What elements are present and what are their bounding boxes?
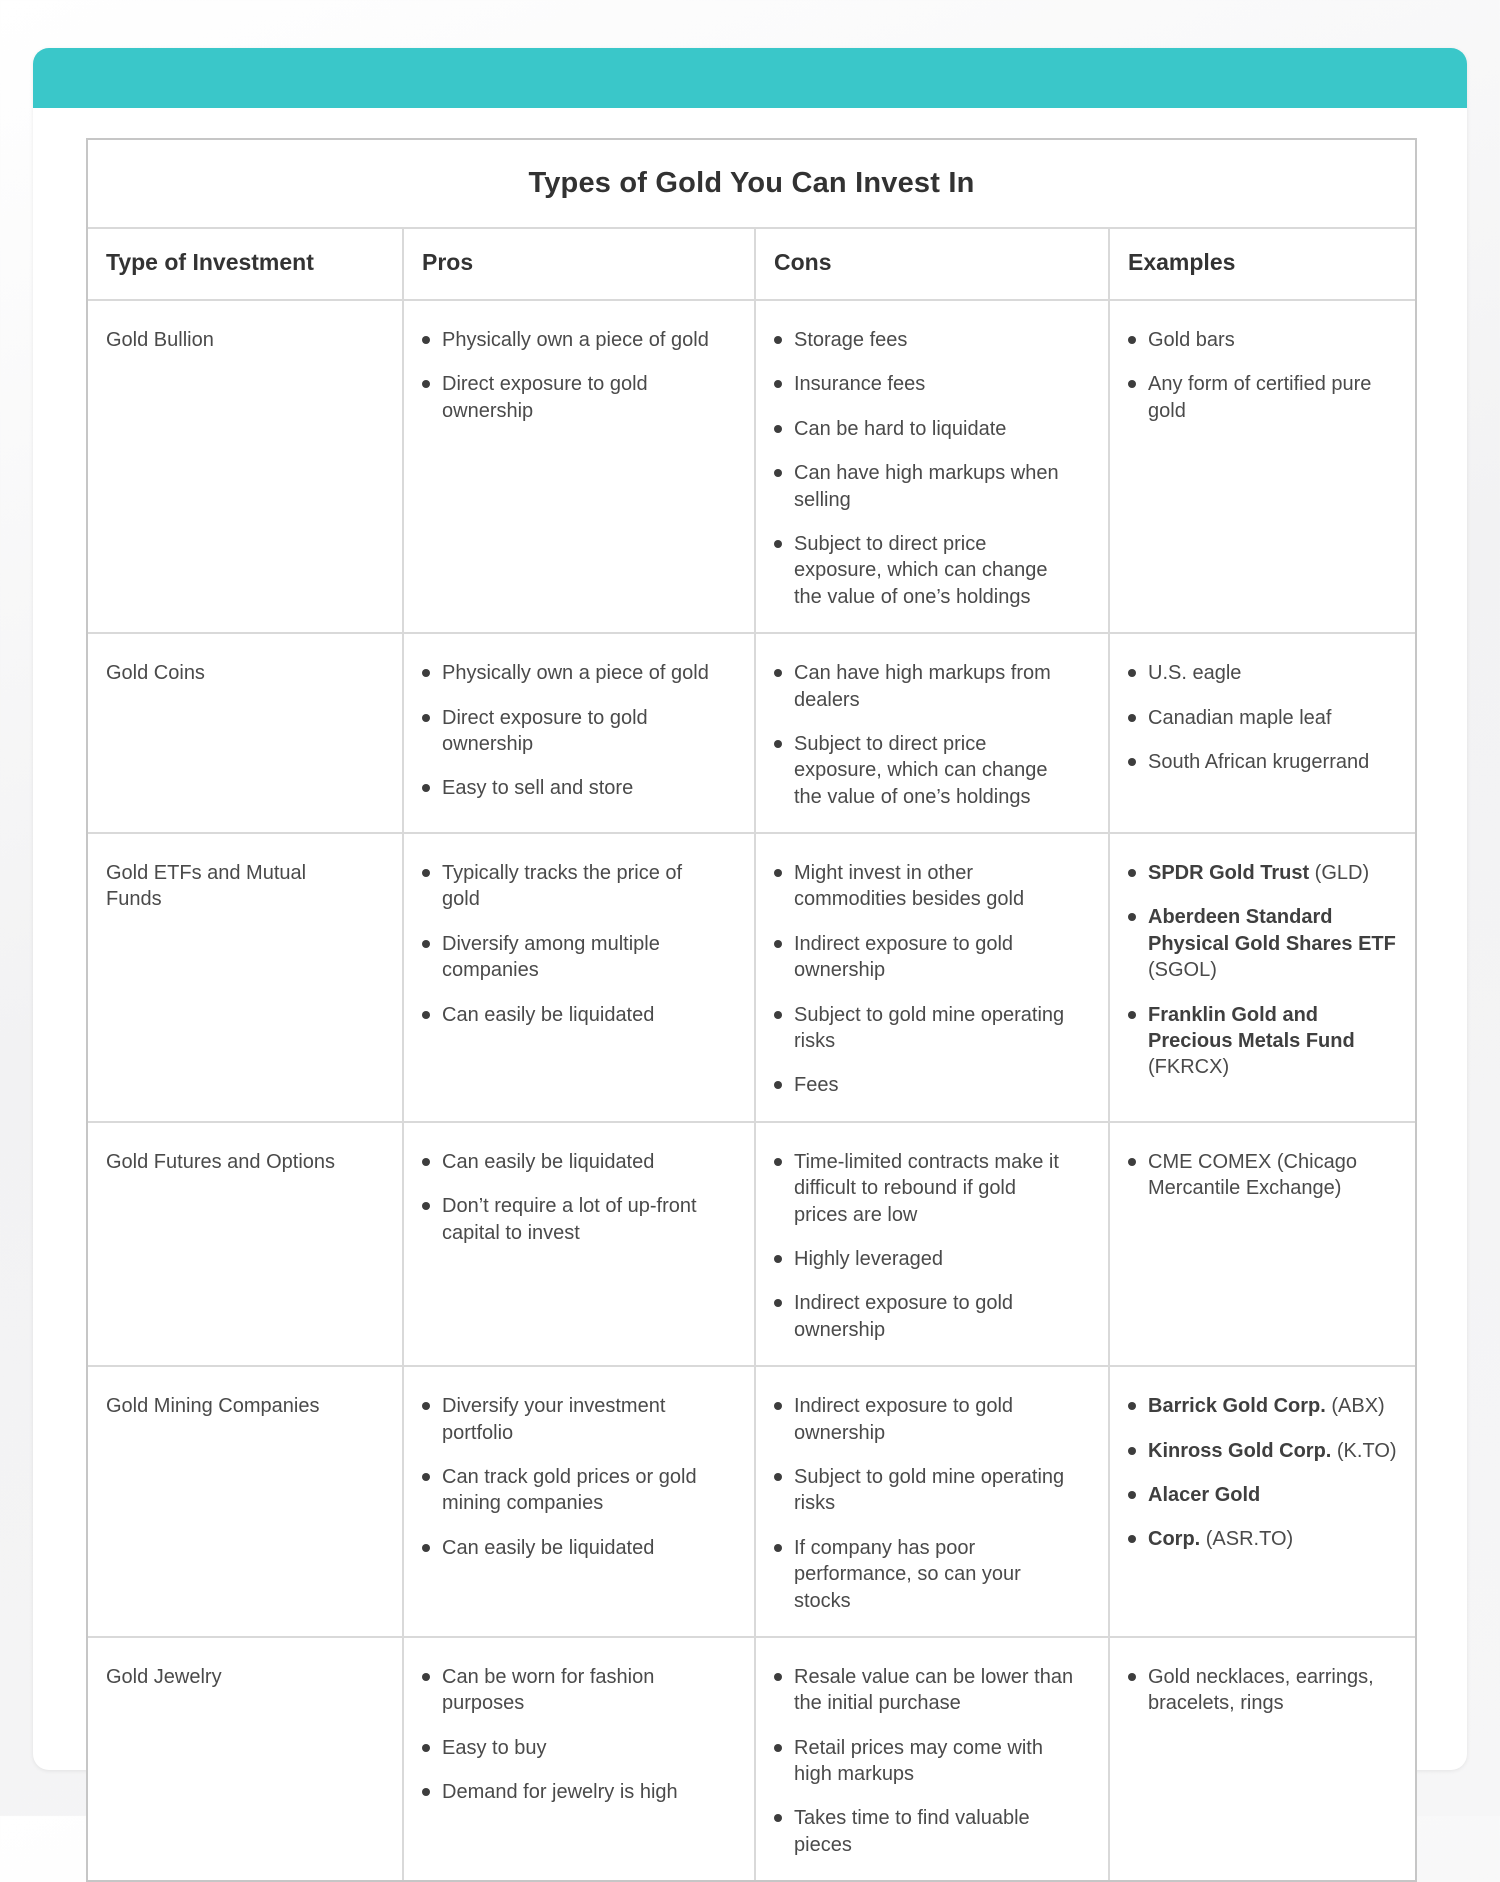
column-header-examples: Examples <box>1108 229 1415 299</box>
accent-header-bar <box>33 48 1467 108</box>
bullet-item <box>774 1002 1074 1055</box>
bullet-item <box>774 1805 1074 1858</box>
column-header-type: Type of Investment <box>106 249 314 275</box>
bullet-text <box>794 1246 943 1272</box>
text-segment: Direct exposure to gold ownership <box>442 373 648 422</box>
bullet-icon <box>1128 1011 1136 1019</box>
bullet-item <box>774 371 1074 397</box>
bullet-item <box>422 1535 712 1561</box>
bullet-icon <box>422 336 430 344</box>
table-header-row <box>88 227 1415 299</box>
bullet-icon <box>422 1158 430 1166</box>
text-segment: Diversify among multiple companies <box>442 932 660 982</box>
bullet-item <box>774 531 1074 610</box>
bullet-text <box>442 860 712 913</box>
bullet-text <box>442 705 712 758</box>
gold-investment-table <box>86 138 1417 1882</box>
bullet-text <box>442 1393 712 1446</box>
text-segment: Can easily be liquidated <box>442 1536 655 1559</box>
bullet-item <box>422 1779 712 1805</box>
bullet-item <box>774 1735 1074 1788</box>
bullet-icon <box>774 1744 782 1752</box>
bullet-item <box>1128 1002 1397 1081</box>
text-segment: Fees <box>794 1074 839 1097</box>
bold-text-segment: Aberdeen Standard Physical Gold Shares ETF <box>1148 906 1396 955</box>
bullet-item <box>1128 371 1397 424</box>
bullet-icon <box>1128 669 1136 677</box>
text-segment: Easy to buy <box>442 1736 547 1759</box>
bullet-icon <box>422 1011 430 1019</box>
bullet-icon <box>774 1473 782 1481</box>
bullet-icon <box>774 380 782 388</box>
bullet-text <box>794 660 1074 713</box>
bullet-text <box>794 931 1074 984</box>
text-segment: Can easily be liquidated <box>442 1003 655 1026</box>
bullet-text <box>442 1535 654 1561</box>
bullet-text <box>1148 904 1397 983</box>
text-segment: Physically own a piece of gold <box>442 662 709 685</box>
bullet-icon <box>1128 1447 1136 1455</box>
bullet-icon <box>774 1011 782 1019</box>
bullet-icon <box>422 1544 430 1552</box>
bullet-item <box>1128 860 1397 886</box>
bullet-item <box>774 660 1074 713</box>
bullet-item <box>422 775 712 801</box>
bullet-icon <box>422 869 430 877</box>
investment-type-label: Gold Mining Companies <box>106 1395 320 1418</box>
text-segment: Any form of certified pure gold <box>1148 373 1372 422</box>
bullet-item <box>422 660 712 686</box>
examples-cell <box>1108 301 1415 632</box>
bullet-text <box>1148 1438 1397 1464</box>
investment-type-label: Gold Bullion <box>106 329 214 351</box>
bullet-text <box>794 531 1074 610</box>
cons-cell <box>754 634 1108 832</box>
bullet-text <box>794 371 925 397</box>
bold-text-segment: Alacer Gold <box>1148 1483 1261 1506</box>
cons-cell <box>754 834 1108 1121</box>
bullet-text <box>794 1002 1074 1055</box>
bullet-item <box>422 1149 712 1175</box>
bullet-icon <box>422 1673 430 1681</box>
pros-cell <box>402 1638 754 1880</box>
bullet-icon <box>1128 758 1136 766</box>
investment-type-label: Gold Jewelry <box>106 1665 222 1688</box>
bullet-text <box>442 1779 678 1805</box>
text-segment: If company has poor performance, so can your stocks <box>794 1536 1021 1612</box>
bullet-text <box>442 660 709 686</box>
pros-cell <box>402 634 754 832</box>
bullet-icon <box>774 869 782 877</box>
bullet-item <box>422 931 712 984</box>
bullet-item <box>774 1149 1074 1228</box>
text-segment: Subject to direct price exposure, which can change the value of one’s holdings <box>794 532 1048 608</box>
text-segment: (K.TO) <box>1331 1439 1397 1462</box>
text-segment: Subject to direct price exposure, which can change the value of one’s holdings <box>794 732 1048 808</box>
bullet-text <box>794 1290 1074 1343</box>
text-segment: Demand for jewelry is high <box>442 1781 678 1804</box>
bullet-item <box>774 1464 1074 1517</box>
bullet-text <box>1148 1393 1385 1419</box>
table-title: Types of Gold You Can Invest In <box>528 167 975 199</box>
bullet-item <box>422 860 712 913</box>
bullet-text <box>1148 705 1331 731</box>
bullet-icon <box>1128 1491 1136 1499</box>
bullet-icon <box>422 1473 430 1481</box>
bullet-text <box>1148 1482 1260 1508</box>
bullet-item <box>422 371 712 424</box>
text-segment: Can be worn for fashion purposes <box>442 1665 655 1715</box>
bullet-icon <box>1128 1673 1136 1681</box>
table-body <box>88 299 1415 1880</box>
bullet-icon <box>774 425 782 433</box>
bullet-icon <box>774 1299 782 1307</box>
text-segment: Gold bars <box>1148 329 1235 351</box>
bullet-item <box>1128 327 1397 353</box>
bullet-item <box>422 1002 712 1028</box>
bullet-text <box>442 1149 654 1175</box>
text-segment: Indirect exposure to gold ownership <box>794 1395 1014 1444</box>
bullet-icon <box>774 1158 782 1166</box>
table-row <box>88 299 1415 632</box>
bullet-item <box>1128 1438 1397 1464</box>
bullet-text <box>794 1149 1074 1228</box>
bullet-item <box>774 416 1074 442</box>
bullet-text <box>442 1464 712 1517</box>
bullet-icon <box>422 669 430 677</box>
text-segment: Canadian maple leaf <box>1148 706 1332 729</box>
bullet-text <box>442 1193 712 1246</box>
table-row <box>88 832 1415 1121</box>
examples-cell <box>1108 1367 1415 1636</box>
bullet-text <box>1148 1526 1293 1552</box>
bullet-icon <box>422 1744 430 1752</box>
text-segment: Storage fees <box>794 329 908 351</box>
bullet-item <box>1128 660 1397 686</box>
text-segment: Highly leveraged <box>794 1247 943 1270</box>
pros-cell <box>402 1123 754 1365</box>
bullet-text <box>1148 749 1369 775</box>
text-segment: (FKRCX) <box>1148 1056 1230 1079</box>
text-segment: Easy to sell and store <box>442 777 634 800</box>
bullet-text <box>794 860 1074 913</box>
bullet-text <box>794 1664 1074 1717</box>
bullet-item <box>422 705 712 758</box>
examples-cell <box>1108 1123 1415 1365</box>
bullet-text <box>442 1664 712 1717</box>
bullet-item <box>774 1290 1074 1343</box>
text-segment: Takes time to find valuable pieces <box>794 1807 1030 1856</box>
examples-cell <box>1108 834 1415 1121</box>
bullet-text <box>1148 660 1241 686</box>
text-segment: Indirect exposure to gold ownership <box>794 1292 1014 1341</box>
text-segment: CME COMEX (Chicago Mercantile Exchange) <box>1148 1150 1357 1200</box>
investment-type-label: Gold ETFs and Mutual Funds <box>106 862 307 911</box>
bullet-text <box>1148 1149 1397 1202</box>
cons-cell <box>754 301 1108 632</box>
bullet-icon <box>1128 714 1136 722</box>
bullet-icon <box>774 669 782 677</box>
text-segment: Physically own a piece of gold <box>442 329 709 351</box>
examples-cell <box>1108 1638 1415 1880</box>
bullet-text <box>1148 371 1397 424</box>
bullet-icon <box>774 540 782 548</box>
bullet-icon <box>422 1788 430 1796</box>
text-segment: South African krugerrand <box>1148 750 1370 773</box>
text-segment: Typically tracks the price of gold <box>442 862 683 911</box>
bullet-icon <box>422 784 430 792</box>
column-header-cons: Cons <box>754 229 1108 299</box>
table-row <box>88 1365 1415 1636</box>
bold-text-segment: Barrick Gold Corp. <box>1148 1395 1326 1418</box>
bullet-text <box>794 1072 838 1098</box>
pros-cell <box>402 834 754 1121</box>
investment-type-label: Gold Coins <box>106 662 205 685</box>
bullet-text <box>794 1735 1074 1788</box>
content-card <box>33 48 1467 1856</box>
bullet-item <box>1128 1664 1397 1717</box>
text-segment: Don’t require a lot of up-front capital to invest <box>442 1195 697 1244</box>
bullet-item <box>774 731 1074 810</box>
text-segment: Direct exposure to gold ownership <box>442 706 648 755</box>
bullet-text <box>794 327 907 353</box>
cons-cell <box>754 1367 1108 1636</box>
bullet-text <box>442 931 712 984</box>
bullet-icon <box>774 336 782 344</box>
bullet-icon <box>774 940 782 948</box>
text-segment: Resale value can be lower than the initial purchase <box>794 1665 1074 1715</box>
bullet-icon <box>422 714 430 722</box>
cons-cell <box>754 1638 1108 1880</box>
bold-text-segment: SPDR Gold Trust <box>1148 862 1310 885</box>
bullet-icon <box>1128 1402 1136 1410</box>
text-segment: Retail prices may come with high markups <box>794 1736 1043 1786</box>
bullet-item <box>1128 1526 1397 1552</box>
bold-text-segment: Corp. <box>1148 1528 1201 1551</box>
bullet-item <box>1128 1482 1397 1508</box>
column-header-pros: Pros <box>402 229 754 299</box>
text-segment: Gold necklaces, earrings, bracelets, rings <box>1148 1665 1374 1715</box>
cons-cell <box>754 1123 1108 1365</box>
bullet-item <box>1128 705 1397 731</box>
bullet-item <box>422 1464 712 1517</box>
pros-cell <box>402 1367 754 1636</box>
bullet-item <box>774 460 1074 513</box>
bullet-text <box>794 1393 1074 1446</box>
bullet-item <box>774 1072 1074 1098</box>
text-segment: Might invest in other commodities besides gold <box>794 862 1025 911</box>
bullet-text <box>442 371 712 424</box>
text-segment: Indirect exposure to gold ownership <box>794 932 1014 982</box>
bold-text-segment: Kinross Gold Corp. <box>1148 1439 1332 1462</box>
table-row <box>88 1636 1415 1880</box>
text-segment: Time-limited contracts make it difficult to rebound if gold prices are low <box>794 1150 1059 1226</box>
bullet-icon <box>1128 1535 1136 1543</box>
text-segment: Diversify your investment portfolio <box>442 1395 666 1444</box>
bullet-icon <box>774 1544 782 1552</box>
text-segment: Can be hard to liquidate <box>794 417 1007 440</box>
bullet-item <box>1128 1393 1397 1419</box>
bullet-item <box>1128 904 1397 983</box>
bullet-text <box>1148 1002 1397 1081</box>
bullet-item <box>1128 749 1397 775</box>
bullet-icon <box>1128 380 1136 388</box>
bullet-icon <box>774 1081 782 1089</box>
bullet-icon <box>774 1673 782 1681</box>
bullet-icon <box>1128 336 1136 344</box>
bullet-text <box>794 731 1074 810</box>
text-segment: (ABX) <box>1325 1395 1385 1418</box>
text-segment: Can have high markups from dealers <box>794 662 1051 711</box>
bullet-text <box>1148 860 1369 886</box>
bullet-icon <box>422 1402 430 1410</box>
bullet-icon <box>422 1202 430 1210</box>
bullet-item <box>422 1664 712 1717</box>
bullet-text <box>1148 327 1235 353</box>
bullet-icon <box>1128 1158 1136 1166</box>
table-row <box>88 632 1415 832</box>
bullet-item <box>422 1393 712 1446</box>
bullet-icon <box>1128 869 1136 877</box>
bullet-item <box>774 1393 1074 1446</box>
pros-cell <box>402 301 754 632</box>
text-segment: (ASR.TO) <box>1200 1528 1294 1551</box>
bullet-item <box>1128 1149 1397 1202</box>
bullet-icon <box>774 469 782 477</box>
bullet-item <box>774 860 1074 913</box>
bullet-text <box>794 1535 1074 1614</box>
bullet-text <box>794 416 1006 442</box>
bullet-icon <box>774 1402 782 1410</box>
bold-text-segment: Franklin Gold and Precious Metals Fund <box>1148 1003 1355 1053</box>
text-segment: (GLD) <box>1309 862 1370 885</box>
bullet-item <box>422 327 712 353</box>
table-row <box>88 1121 1415 1365</box>
bullet-text <box>794 460 1074 513</box>
bullet-icon <box>774 740 782 748</box>
bullet-icon <box>774 1255 782 1263</box>
text-segment: Can easily be liquidated <box>442 1150 655 1173</box>
text-segment: Subject to gold mine operating risks <box>794 1465 1065 1515</box>
bullet-item <box>422 1735 712 1761</box>
bullet-icon <box>422 940 430 948</box>
bullet-text <box>442 1002 654 1028</box>
bullet-item <box>774 1664 1074 1717</box>
bullet-text <box>794 1805 1074 1858</box>
bullet-item <box>774 1535 1074 1614</box>
text-segment: Can have high markups when selling <box>794 462 1059 511</box>
bullet-text <box>442 775 633 801</box>
text-segment: Can track gold prices or gold mining companies <box>442 1465 697 1515</box>
bullet-item <box>774 1246 1074 1272</box>
bullet-text <box>794 1464 1074 1517</box>
bullet-item <box>774 931 1074 984</box>
bullet-icon <box>422 380 430 388</box>
text-segment: Subject to gold mine operating risks <box>794 1003 1065 1053</box>
bullet-text <box>442 327 709 353</box>
investment-type-label: Gold Futures and Options <box>106 1150 336 1173</box>
bullet-item <box>422 1193 712 1246</box>
bullet-text <box>1148 1664 1397 1717</box>
bullet-item <box>774 327 1074 353</box>
text-segment: U.S. eagle <box>1148 662 1242 685</box>
examples-cell <box>1108 634 1415 832</box>
bullet-icon <box>1128 913 1136 921</box>
bullet-text <box>442 1735 547 1761</box>
text-segment: Insurance fees <box>794 373 926 396</box>
text-segment: (SGOL) <box>1148 959 1217 982</box>
